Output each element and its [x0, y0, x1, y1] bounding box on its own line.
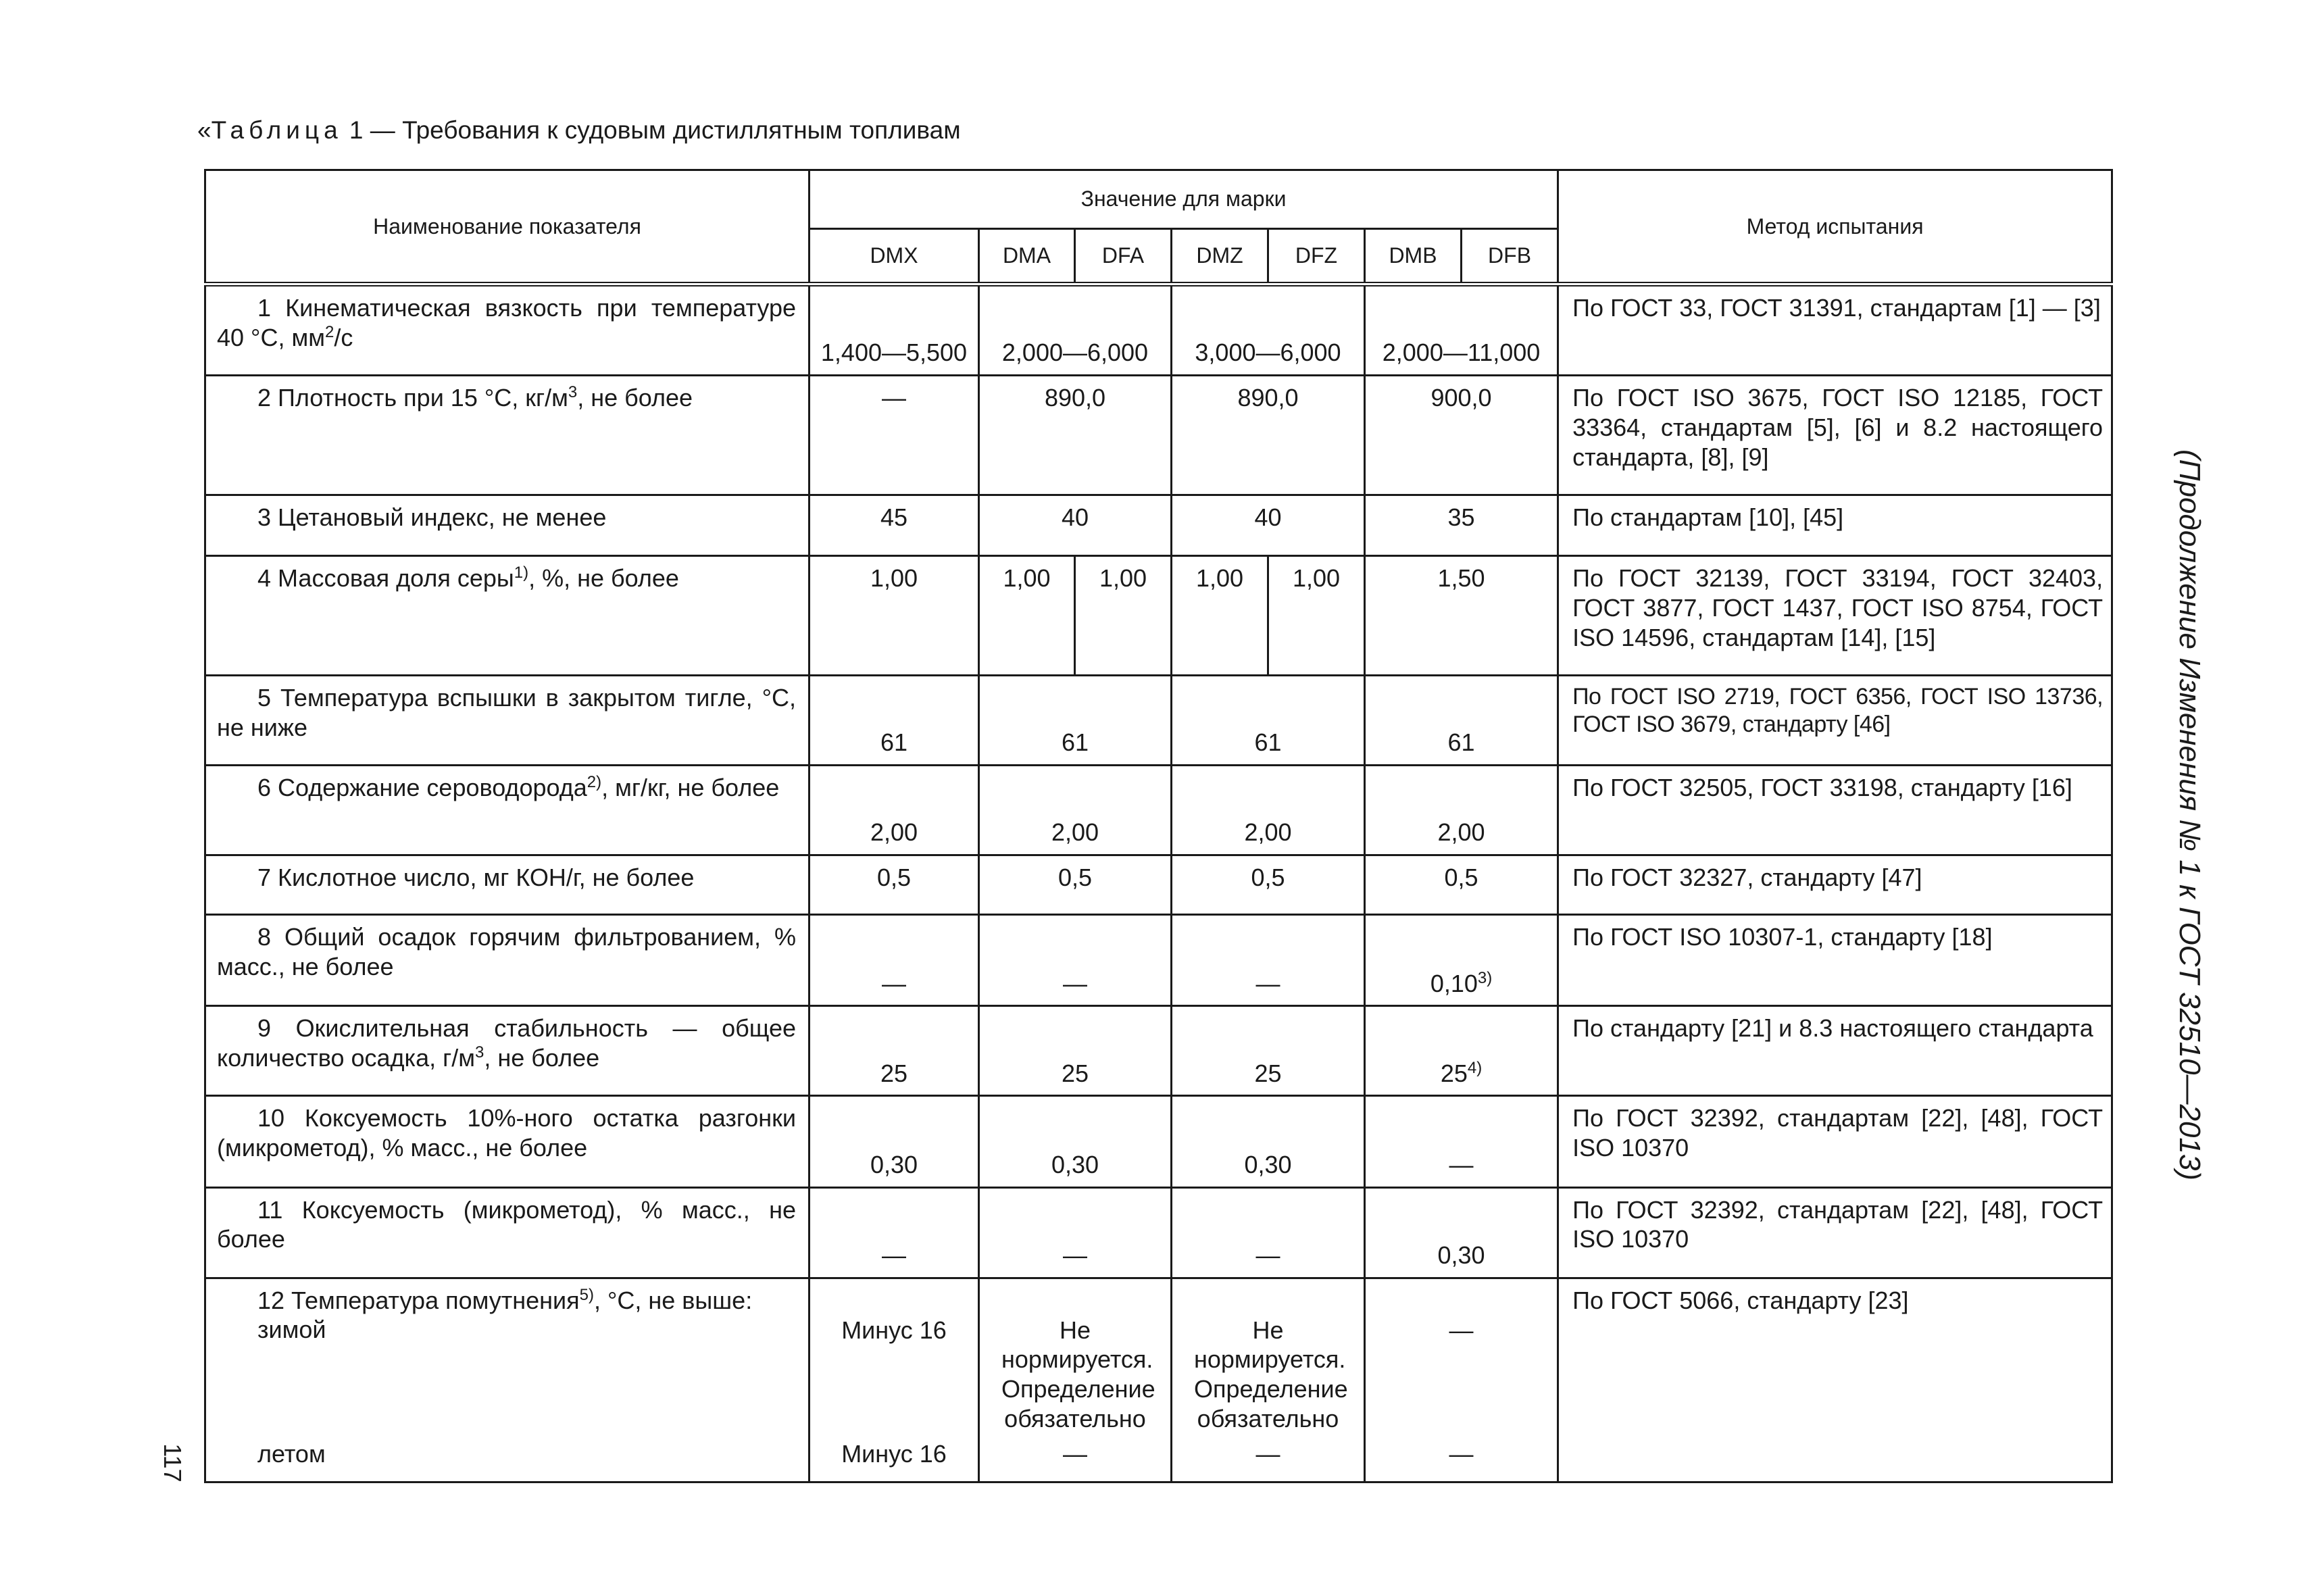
value-dma-dfa: —	[979, 1187, 1172, 1278]
value-dmx-winter: Минус 16	[841, 1316, 947, 1344]
row-name: 3 Цетановый индекс, не менее	[205, 495, 810, 556]
row-name: 8 Общий осадок горячим фильтрованием, % масс., не более	[205, 915, 810, 1006]
value-dmx-summer: Минус 16	[841, 1440, 947, 1468]
value-dmz-dfz: —	[1172, 915, 1365, 1006]
value-dmx: 61	[810, 675, 979, 765]
value-dma: 1,00	[979, 556, 1075, 675]
value-dmb-dfb: 1,50	[1365, 556, 1558, 675]
value-dma-dfa: 2,00	[979, 765, 1172, 855]
value-dmx: 0,5	[810, 855, 979, 915]
row-name: 1 Кинематическая вязкость при температуре 40 °C, $мм^2/с$	[205, 284, 810, 376]
row-method: По ГОСТ 32505, ГОСТ 33198, стандарту [16]	[1558, 765, 2112, 855]
value-dmz-dfz: 40	[1172, 495, 1365, 556]
value-dmz-dfz: 25	[1172, 1006, 1365, 1096]
value-dmb-dfb: —	[1365, 1096, 1558, 1187]
caption-quote: «	[197, 116, 211, 144]
row-name: 5 Температура вспышки в закрытом тигле, °C, не ниже	[205, 675, 810, 765]
winter-label: зимой	[257, 1316, 326, 1344]
value-dmb-dfb-summer: —	[1449, 1440, 1474, 1468]
value-dma-dfa: 61	[979, 675, 1172, 765]
value-dma-dfa: 0,5	[979, 855, 1172, 915]
value-dma-dfa: —	[979, 915, 1172, 1006]
requirements-table	[204, 169, 2113, 1483]
value-dmb-dfb: 0,5	[1365, 855, 1558, 915]
table-row	[205, 1187, 2112, 1278]
value-dmz-dfz: 0,30	[1172, 1096, 1365, 1187]
grade-dfa: DFA	[1075, 228, 1172, 284]
header-name: Наименование показателя	[205, 170, 810, 284]
value-dmb-dfb: 0,30	[1365, 1187, 1558, 1278]
value-dmx: 25	[810, 1006, 979, 1096]
row-method: По ГОСТ ISO 10307-1, стандарту [18]	[1558, 915, 2112, 1006]
header-row-1	[205, 170, 2112, 229]
row-method: По ГОСТ 32327, стандарту [47]	[1558, 855, 2112, 915]
value-dmx: —	[810, 376, 979, 495]
value-dmz-dfz	[1172, 1278, 1365, 1482]
table-row	[205, 675, 2112, 765]
value-dfz: 1,00	[1268, 556, 1365, 675]
continuation-note: (Продолжение Изменения № 1 к ГОСТ 32510—2013)	[2173, 449, 2206, 1180]
value-dmx: —	[810, 915, 979, 1006]
row-method: По ГОСТ ISO 3675, ГОСТ ISO 12185, ГОСТ 33364, стандартам [5], [6] и 8.2 настоящего стандарта, [8], [9]	[1558, 376, 2112, 495]
table-row	[205, 765, 2112, 855]
row-name: 7 Кислотное число, мг КОН/г, не более	[205, 855, 810, 915]
value-dma-dfa-winter: Не нормируется. Определение обязательно	[1001, 1316, 1155, 1433]
row-name: 9 Окислительная стабильность — общее количество осадка, $г/м^3$, не более	[205, 1006, 810, 1096]
caption-word: Таблица	[211, 116, 343, 144]
value-dmb-dfb-winter: —	[1449, 1316, 1474, 1344]
row-name: 10 Коксуемость 10%-ного остатка разгонки (микрометод), % масс., не более	[205, 1096, 810, 1187]
value-dmb-dfb: 25$^{4)}$	[1365, 1006, 1558, 1096]
value-dmx: 2,00	[810, 765, 979, 855]
caption-title: 1 — Требования к судовым дистиллятным топливам	[342, 116, 961, 144]
value-dma-dfa-summer: —	[1063, 1440, 1087, 1468]
value-dmb-dfb	[1365, 1278, 1558, 1482]
value-dma-dfa: 890,0	[979, 376, 1172, 495]
table-row	[205, 376, 2112, 495]
row-name: 6 Содержание сероводорода$^{2)}$, мг/кг, не более	[205, 765, 810, 855]
value-dmx: 1,00	[810, 556, 979, 675]
page-number: 117	[159, 1443, 186, 1482]
value-dmb-dfb: 0,10$^{3)}$	[1365, 915, 1558, 1006]
grade-dfb: DFB	[1462, 228, 1558, 284]
table-row	[205, 915, 2112, 1006]
grade-dmb: DMB	[1365, 228, 1462, 284]
value-dma-dfa: 0,30	[979, 1096, 1172, 1187]
row-name: 2 Плотность при 15 °C, $кг/м^3$, не более	[205, 376, 810, 495]
table-row	[205, 1278, 2112, 1482]
table-row	[205, 495, 2112, 556]
row-method: По ГОСТ ISO 2719, ГОСТ 6356, ГОСТ ISO 13736, ГОСТ ISO 3679, стандарту [46]	[1558, 675, 2112, 765]
table-row	[205, 1096, 2112, 1187]
table-caption	[197, 116, 961, 145]
row-name: 11 Коксуемость (микрометод), % масс., не более	[205, 1187, 810, 1278]
value-dmx	[810, 1278, 979, 1482]
header-group: Значение для марки	[810, 170, 1558, 229]
value-dma-dfa: 2,000—6,000	[979, 284, 1172, 376]
value-dmz-dfz-winter: Не нормируется. Определение обязательно	[1194, 1316, 1348, 1433]
table-row	[205, 284, 2112, 376]
table-row	[205, 556, 2112, 675]
row-method: По ГОСТ 5066, стандарту [23]	[1558, 1278, 2112, 1482]
value-dmz-dfz: 0,5	[1172, 855, 1365, 915]
value-dma-dfa: 25	[979, 1006, 1172, 1096]
row-method: По ГОСТ 32392, стандартам [22], [48], ГОСТ ISO 10370	[1558, 1096, 2112, 1187]
value-dmb-dfb: 2,00	[1365, 765, 1558, 855]
value-dmz-dfz: 2,00	[1172, 765, 1365, 855]
row-method: По ГОСТ 32392, стандартам [22], [48], ГОСТ ISO 10370	[1558, 1187, 2112, 1278]
value-dmz-dfz: 61	[1172, 675, 1365, 765]
value-dma-dfa: 40	[979, 495, 1172, 556]
value-dmx: —	[810, 1187, 979, 1278]
value-dmb-dfb: 61	[1365, 675, 1558, 765]
value-dma-dfa	[979, 1278, 1172, 1482]
value-dmz-dfz: —	[1172, 1187, 1365, 1278]
value-dmz-dfz-summer: —	[1255, 1440, 1280, 1468]
row-method: По стандарту [21] и 8.3 настоящего стандарта	[1558, 1006, 2112, 1096]
value-dfa: 1,00	[1075, 556, 1172, 675]
value-dmx: 45	[810, 495, 979, 556]
value-dmb-dfb: 2,000—11,000	[1365, 284, 1558, 376]
value-dmz-dfz: 890,0	[1172, 376, 1365, 495]
grade-dma: DMA	[979, 228, 1075, 284]
header-method: Метод испытания	[1558, 170, 2112, 284]
value-dmx: 1,400—5,500	[810, 284, 979, 376]
value-dmb-dfb: 900,0	[1365, 376, 1558, 495]
row-method: По ГОСТ 32139, ГОСТ 33194, ГОСТ 32403, ГОСТ 3877, ГОСТ 1437, ГОСТ ISO 8754, ГОСТ ISO 14596, стандартам [14], [15]	[1558, 556, 2112, 675]
grade-dfz: DFZ	[1268, 228, 1365, 284]
row-name: 4 Массовая доля серы$^{1)}$, %, не более	[205, 556, 810, 675]
value-dmb-dfb: 35	[1365, 495, 1558, 556]
row-name: 12 Температура помутнения$^{5)}$, °C, не выше: зимой летом	[205, 1278, 810, 1482]
table-row	[205, 855, 2112, 915]
value-dmx: 0,30	[810, 1096, 979, 1187]
table-row	[205, 1006, 2112, 1096]
grade-dmz: DMZ	[1172, 228, 1268, 284]
grade-dmx: DMX	[810, 228, 979, 284]
value-dmz-dfz: 3,000—6,000	[1172, 284, 1365, 376]
row-method: По стандартам [10], [45]	[1558, 495, 2112, 556]
summer-label: летом	[257, 1440, 326, 1468]
row-method: По ГОСТ 33, ГОСТ 31391, стандартам [1] — [3]	[1558, 284, 2112, 376]
value-dmz: 1,00	[1172, 556, 1268, 675]
